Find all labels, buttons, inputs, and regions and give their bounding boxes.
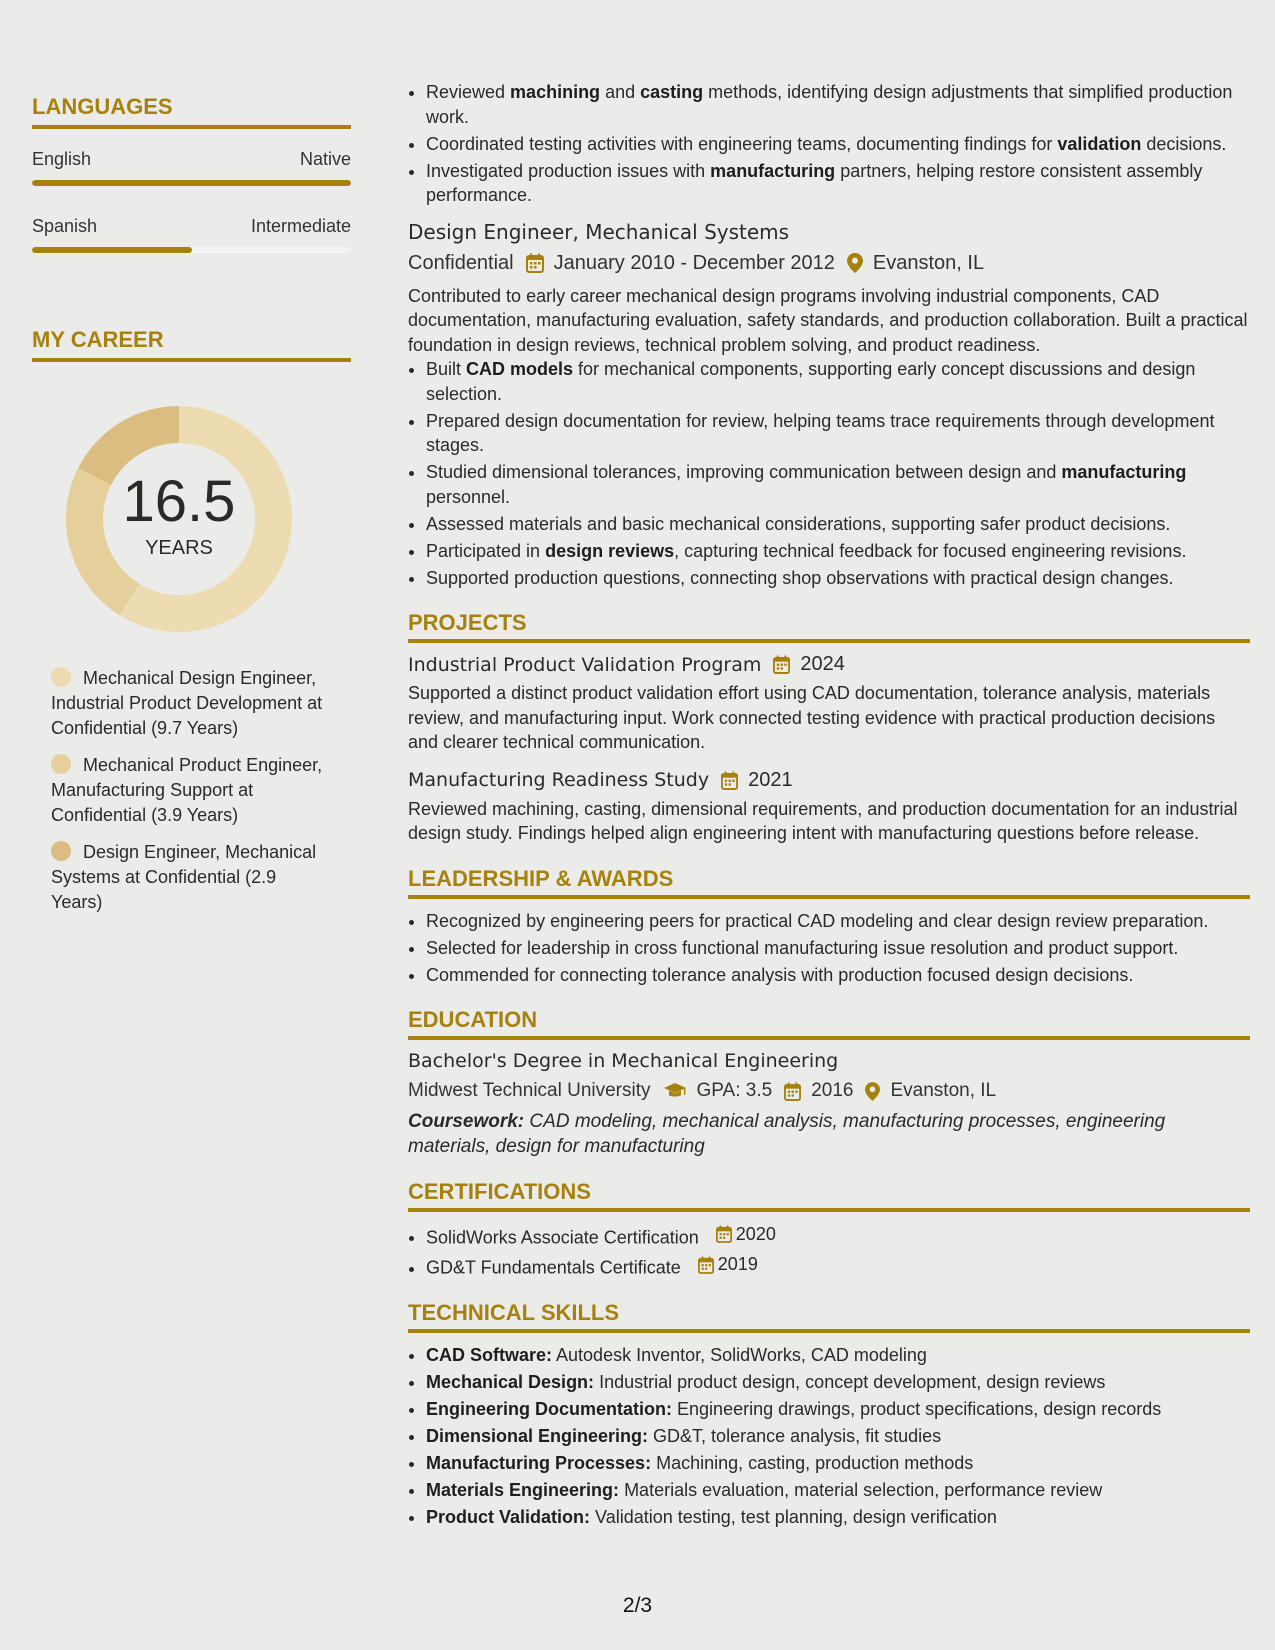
bullet-item: • Participated in design reviews, capturing technical feedback for focused engineering revisions. <box>426 539 1250 564</box>
certification-item <box>426 1252 1250 1280</box>
leadership-bullets <box>408 909 1250 988</box>
skills-list <box>408 1343 1250 1530</box>
calendar-icon <box>716 1225 732 1243</box>
graduation-cap-icon <box>663 1082 687 1100</box>
legend-dot <box>51 841 71 861</box>
certifications-list <box>408 1222 1250 1280</box>
map-pin-icon <box>865 1082 880 1101</box>
language-level: Native <box>299 149 351 169</box>
certification-year: 2020 <box>735 1224 776 1244</box>
language-english <box>32 149 351 186</box>
skill-label: Mechanical Design: <box>426 1372 595 1392</box>
skill-value: GD&T, tolerance analysis, fit studies <box>653 1426 942 1446</box>
legend-dot <box>51 667 71 687</box>
career-legend-item <box>51 666 331 741</box>
coursework-text: CAD modeling, mechanical analysis, manufacturing processes, engineering materials, design for manufacturing <box>408 1111 1166 1157</box>
career-donut-chart <box>66 406 292 632</box>
bullet-item: • Commended for connecting tolerance analysis with production focused design decisions. <box>426 963 1250 988</box>
calendar-icon <box>773 655 790 674</box>
certification-item <box>426 1222 1250 1250</box>
coursework-label: Coursework: <box>408 1111 525 1132</box>
education-heading: EDUCATION <box>408 1007 1250 1040</box>
certifications-heading: CERTIFICATIONS <box>408 1179 1250 1212</box>
bullet-item: • Prepared design documentation for review, helping teams trace requirements through development stages. <box>426 409 1250 458</box>
career-heading: MY CAREER <box>32 327 351 362</box>
skill-label: Manufacturing Processes: <box>426 1453 652 1473</box>
project-description: Reviewed machining, casting, dimensional requirements, and production documentation for an industrial design study. Findings helped align engineering intent with manufacturing questions before release. <box>408 798 1238 843</box>
education-school: Midwest Technical University <box>408 1080 651 1101</box>
bullet-item: • Investigated production issues with manufacturing partners, helping restore consistent assembly performance. <box>426 159 1250 208</box>
language-bar <box>32 247 351 253</box>
skill-value: Machining, casting, production methods <box>656 1453 974 1473</box>
skill-label: CAD Software: <box>426 1345 553 1365</box>
language-spanish <box>32 216 351 253</box>
career-legend-item <box>51 840 331 915</box>
skill-value: Autodesk Inventor, SolidWorks, CAD modeling <box>556 1345 927 1365</box>
language-name: English <box>32 149 92 169</box>
bullet-item: • Reviewed machining and casting methods, identifying design adjustments that simplified production work. <box>426 80 1250 129</box>
skill-label: Materials Engineering: <box>426 1480 620 1500</box>
legend-text: Mechanical Product Engineer, Manufacturing Support at Confidential (3.9 Years) <box>51 755 323 825</box>
career-legend-item <box>51 753 331 828</box>
job-dates: January 2010 - December 2012 <box>553 251 835 274</box>
career-total-years: 16.5 <box>122 468 236 534</box>
project-title-row <box>408 769 1250 792</box>
skill-item <box>426 1478 1250 1503</box>
calendar-icon <box>721 771 738 790</box>
skill-value: Materials evaluation, material selection, performance review <box>624 1480 1103 1500</box>
career-years-label: YEARS <box>145 536 213 559</box>
skill-value: Engineering drawings, product specifications, design records <box>677 1399 1162 1419</box>
legend-text: Design Engineer, Mechanical Systems at Confidential (2.9 Years) <box>51 842 317 912</box>
language-bar-fill <box>32 180 351 186</box>
map-pin-icon <box>847 253 863 273</box>
education-coursework <box>408 1110 1250 1159</box>
language-level: Intermediate <box>250 216 351 236</box>
skill-item <box>426 1505 1250 1530</box>
skill-item <box>426 1397 1250 1422</box>
languages-heading: LANGUAGES <box>32 94 351 129</box>
projects-heading: PROJECTS <box>408 610 1250 643</box>
sidebar <box>32 94 351 927</box>
skill-label: Engineering Documentation: <box>426 1399 673 1419</box>
project-year: 2024 <box>800 653 845 675</box>
language-bar-fill <box>32 247 192 253</box>
project-title-row <box>408 653 1250 676</box>
leadership-heading: LEADERSHIP & AWARDS <box>408 866 1250 899</box>
education-gpa: GPA: 3.5 <box>696 1080 773 1101</box>
career-legend <box>51 666 331 915</box>
job-summary: Contributed to early career mechanical design programs involving industrial components, CAD documentation, manufacturing evaluation, safety standards, and production collaboration. Built a practical foundation in design reviews, technical problem solving, and product readiness. <box>408 285 1248 355</box>
certification-year: 2019 <box>717 1254 758 1275</box>
project-description: Supported a distinct product validation effort using CAD documentation, tolerance analysis, materials review, and manufacturing input. Work connected testing evidence with practical production decisions and clearer technical communication. <box>408 683 1216 752</box>
certification-name: SolidWorks Associate Certification <box>426 1227 699 1248</box>
job-company: Confidential <box>408 251 514 274</box>
skill-label: Product Validation: <box>426 1507 591 1527</box>
education-degree: Bachelor's Degree in Mechanical Engineering <box>408 1050 839 1072</box>
bullet-item: • Assessed materials and basic mechanical considerations, supporting safer product decisions. <box>426 512 1250 537</box>
education-year: 2016 <box>811 1080 854 1101</box>
skill-value: Industrial product design, concept development, design reviews <box>599 1372 1106 1392</box>
education-location: Evanston, IL <box>890 1080 997 1101</box>
project-title: Manufacturing Readiness Study <box>408 769 710 791</box>
bullet-item: • Supported production questions, connecting shop observations with practical design changes. <box>426 566 1250 591</box>
page-number: 2/3 <box>622 1594 653 1617</box>
skill-label: Dimensional Engineering: <box>426 1426 649 1446</box>
legend-text: Mechanical Design Engineer, Industrial Product Development at Confidential (9.7 Years) <box>51 668 323 738</box>
job-meta <box>408 252 1250 275</box>
project-year: 2021 <box>748 768 793 791</box>
bullet-item: • Studied dimensional tolerances, improving communication between design and manufacturing personnel. <box>426 460 1250 509</box>
calendar-icon <box>698 1256 714 1274</box>
skill-item <box>426 1343 1250 1368</box>
bullet-item: • Recognized by engineering peers for practical CAD modeling and clear design review preparation. <box>426 909 1250 934</box>
calendar-icon <box>784 1082 801 1101</box>
language-bar <box>32 180 351 186</box>
education-meta <box>408 1080 1250 1102</box>
language-name: Spanish <box>32 216 98 236</box>
bullet-item: • Coordinated testing activities with engineering teams, documenting findings for validation decisions. <box>426 132 1250 157</box>
legend-dot <box>51 754 71 774</box>
calendar-icon <box>526 253 544 273</box>
job-title: Design Engineer, Mechanical Systems <box>408 219 790 244</box>
job-location: Evanston, IL <box>872 251 985 274</box>
skill-value: Validation testing, test planning, design verification <box>595 1507 997 1527</box>
skills-heading: TECHNICAL SKILLS <box>408 1300 1250 1333</box>
job-bullets <box>408 357 1250 590</box>
bullet-item: • Selected for leadership in cross functional manufacturing issue resolution and product support. <box>426 936 1250 961</box>
certification-name: GD&T Fundamentals Certificate <box>426 1257 681 1278</box>
skill-item <box>426 1424 1250 1449</box>
skill-item <box>426 1451 1250 1476</box>
project-title: Industrial Product Validation Program <box>408 653 762 676</box>
skill-item <box>426 1370 1250 1395</box>
bullet-item: • Built CAD models for mechanical components, supporting early concept discussions and design selection. <box>426 357 1250 406</box>
previous-job-bullets <box>408 80 1250 208</box>
main-content <box>408 80 1250 1532</box>
